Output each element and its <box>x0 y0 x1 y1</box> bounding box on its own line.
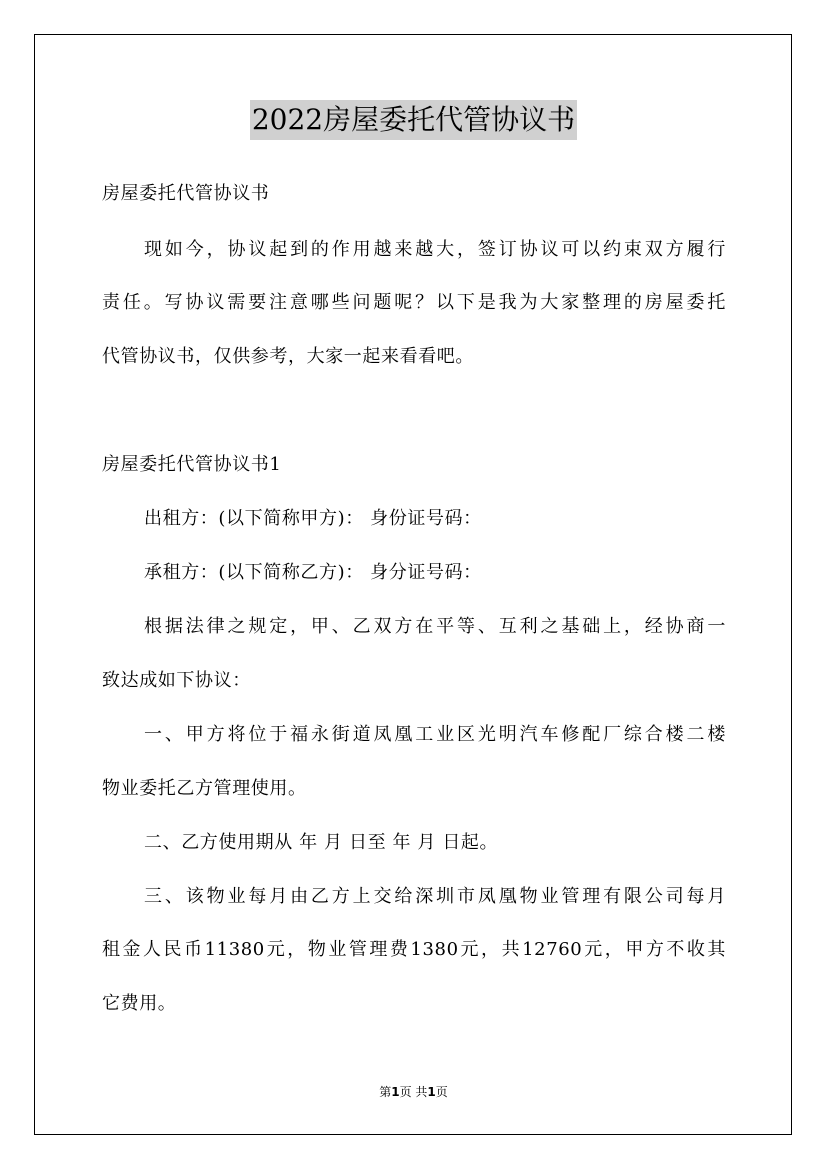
footer-total-suffix: 页 <box>435 1085 448 1099</box>
paragraph-line: 现如今，协议起到的作用越来越大，签订协议可以约束双方履行 <box>144 239 726 260</box>
document-title: 2022房屋委托代管协议书 <box>250 100 577 140</box>
page-footer <box>0 1084 827 1100</box>
section-heading: 房屋委托代管协议书1 <box>102 454 282 475</box>
clause-line: 它费用。 <box>102 993 177 1014</box>
paragraph-line: 根据法律之规定，甲、乙双方在平等、互利之基础上，经协商一 <box>144 616 726 637</box>
footer-page-number: 1 <box>391 1085 400 1099</box>
clause-line: 租金人民币11380元，物业管理费1380元，共12760元，甲方不收其 <box>102 939 726 960</box>
paragraph-line: 代管协议书，仅供参考，大家一起来看看吧。 <box>102 346 474 367</box>
paragraph-line: 致达成如下协议： <box>102 670 251 691</box>
clause-line: 物业委托乙方管理使用。 <box>102 778 307 799</box>
lessor-line: 出租方：(以下简称甲方)： 身份证号码： <box>144 508 482 529</box>
clause-line: 三、该物业每月由乙方上交给深圳市凤凰物业管理有限公司每月 <box>144 886 726 907</box>
paragraph-line: 责任。写协议需要注意哪些问题呢？以下是我为大家整理的房屋委托 <box>102 292 726 313</box>
title-container <box>0 100 827 140</box>
footer-total-pages: 1 <box>427 1085 436 1099</box>
footer-page-suffix: 页 共 <box>399 1085 428 1099</box>
subtitle-line: 房屋委托代管协议书 <box>102 183 270 204</box>
lessee-line: 承租方：(以下简称乙方)： 身分证号码： <box>144 562 482 583</box>
footer-prefix: 第 <box>379 1085 392 1099</box>
clause-line: 二、乙方使用期从 年 月 日至 年 月 日起。 <box>144 832 499 853</box>
clause-line: 一、甲方将位于福永街道凤凰工业区光明汽车修配厂综合楼二楼 <box>144 724 726 745</box>
